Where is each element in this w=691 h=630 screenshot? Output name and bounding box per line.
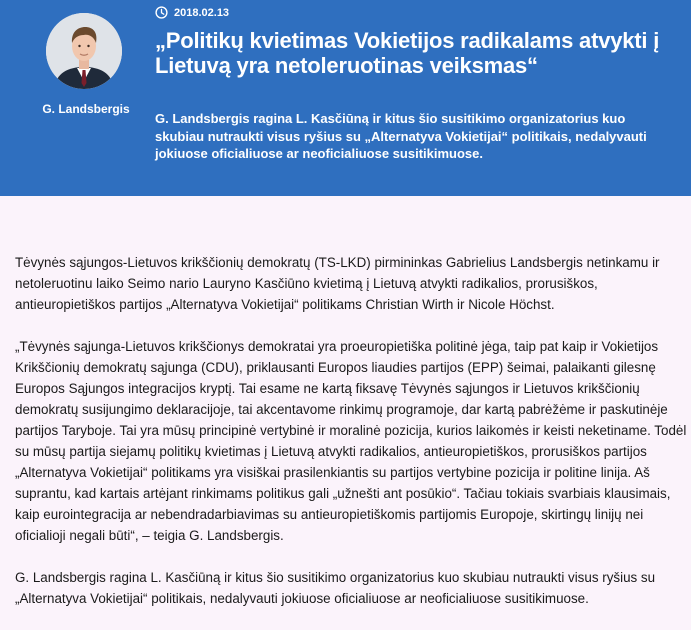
publish-date [155,6,229,19]
clock-icon [155,6,168,19]
article-lead: G. Landsbergis ragina L. Kasčiūną ir kitus šio susitikimo organizatorius kuo skubiau nutraukti visus ryšius su „Alternatyva Vokietijai“ politikais, nedalyvauti jokiuose oficialiuose ar neoficialiuose susitikimuose. [155,111,647,161]
article-header [0,0,691,196]
article-body [15,252,689,630]
author-avatar[interactable] [46,13,122,89]
author-name[interactable]: G. Landsbergis [42,102,130,116]
article-paragraph: „Tėvynės sąjunga-Lietuvos krikščionys demokratai yra proeuropietiška politinė jėga, taip pat kaip ir Vokietijos Krikščionių demokratų sąjunga (CDU), priklausanti Europos liaudies partijos (EPP) šeimai, palaikanti gilesnę Europos Sąjungos integracijos kryptį. Tai esame ne kartą fiksavę Tėvynės sąjungos ir Lietuvos krikščionių demokratų susijungimo deklaracijoje, tai akcentavome rinkimų programoje, dar kartą pabrėžėme ir paskutinėje partijos Taryboje. Tai yra mūsų principinė vertybinė ir moralinė pozicija, kurios laikomės ir keisti neketiname. Todėl su mūsų partija siejamų politikų kvietimas į Lietuvą atvykti radikalios, antieuropietiškos, prorusiškos partijos „Alternatyva Vokietijai“ politikams yra visiškai prasilenkiantis su partijos vertybine pozicija ir politine linija. Aš suprantu, kad kartais artėjant rinkimams politikus gali „užnešti ant posūkio“. Tačiau tokiais svarbiais klausimais, kaip eurointegracija ar nebendradarbiavimas su antieuropietiškomis partijomis Europoje, skirtingų linijų nei oficialioji negali būti“, – teigia G. Landsbergis. [15,339,687,543]
publish-date-text: 2018.02.13 [174,6,230,19]
article-paragraph: G. Landsbergis ragina L. Kasčiūną ir kitus šio susitikimo organizatorius kuo skubiau nutraukti visus ryšius su „Alternatyva Vokietijai“ politikais, nedalyvauti jokiuose oficialiuose ar neoficialiuose susitikimuose. [15,570,656,606]
article-paragraph: Tėvynės sąjungos-Lietuvos krikščionių demokratų (TS-LKD) pirmininkas Gabrielius Landsbergis netinkamu ir netoleruotinu laiko Seimo nario Lauryno Kasčiūno kvietimą į Lietuvą atvykti radikalios, prorusiškos, antieuropietiškos partijos „Alternatyva Vokietijai“ politikams Christian Wirth ir Nicole Höchst. [15,255,660,312]
article-title: „Politikų kvietimas Vokietijos radikalams atvykti į Lietuvą yra netoleruotinas veiksmas“ [155,28,660,78]
author-portrait-icon [46,13,122,89]
